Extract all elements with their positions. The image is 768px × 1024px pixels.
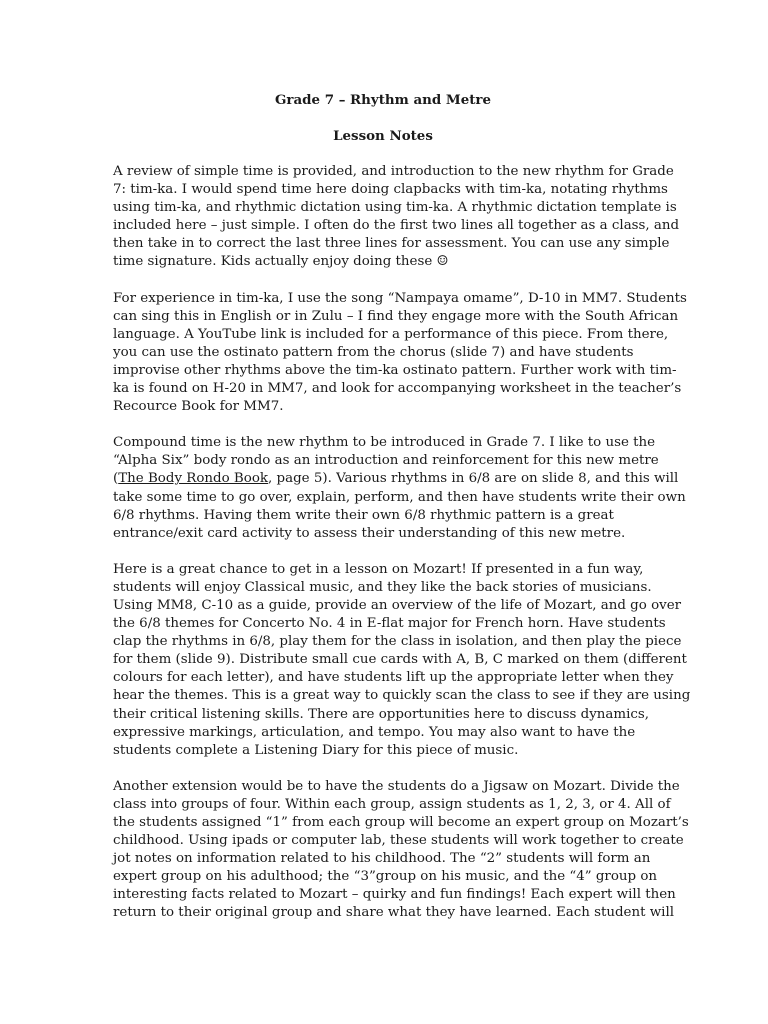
text-line: A review of simple time is provided, and introduction to the new rhythm for Grade [113, 164, 674, 179]
text-line: you can use the ostinato pattern from the chorus (slide 7) and have students [113, 344, 634, 360]
text-line-with-link [113, 470, 679, 488]
text-line: clap the rhythms in 6/8, play them for the class in isolation, and then play the piece [113, 634, 682, 650]
text-line: their critical listening skills. There are opportunities here to discuss dynamics, [113, 706, 650, 722]
text-line: Compound time is the new rhythm to be introduced in Grade 7. I like to use the [113, 435, 656, 451]
document-title: Grade 7 – Rhythm and Metre [275, 92, 491, 108]
text-fragment: , page 5). Various rhythms in 6/8 are on slide 8, and this will [268, 471, 679, 487]
text-line: Here is a great chance to get in a lesson on Mozart! If presented in a fun way, [113, 561, 644, 577]
paragraph-mozart [113, 561, 691, 760]
text-line: students will enjoy Classical music, and they like the back stories of musicians. [113, 579, 652, 595]
text-line: jot notes on information related to his childhood. The “2” students will form an [113, 851, 651, 867]
text-line: childhood. Using ipads or computer lab, these students will work together to create [113, 833, 684, 849]
text-line: “Alpha Six” body rondo as an introduction and reinforcement for this new metre [113, 453, 659, 469]
text-line: Another extension would be to have the students do a Jigsaw on Mozart. Divide the [113, 778, 680, 794]
text-line: Recource Book for MM7. [113, 399, 284, 415]
document-page [113, 91, 691, 941]
text-line: colours for each letter), and have students lift up the appropriate letter when they [113, 670, 674, 686]
text-line: for them (slide 9). Distribute small cue cards with A, B, C marked on them (different [113, 652, 687, 668]
text-line: Using MM8, C-10 as a guide, provide an overview of the life of Mozart, and go over [113, 597, 682, 613]
text-line: using tim-ka, and rhythmic dictation using tim-ka. A rhythmic dictation template is [113, 200, 677, 216]
text-line: students complete a Listening Diary for this piece of music. [113, 742, 519, 758]
text-line: time signature. Kids actually enjoy doing these ☺ [113, 254, 449, 270]
text-line: For experience in tim-ka, I use the song “Nampaya omame”, D-10 in MM7. Students [113, 290, 687, 306]
text-line: hear the themes. This is a great way to quickly scan the class to see if they are using [113, 688, 691, 704]
paragraph-jigsaw [113, 778, 689, 923]
paragraph-tim-ka [113, 290, 687, 417]
text-line: the students assigned “1” from each group will become an expert group on Mozart’s [113, 815, 689, 830]
text-line: entrance/exit card activity to assess their understanding of this new metre. [113, 525, 626, 541]
text-line: return to their original group and share what they have learned. Each student will [113, 905, 675, 921]
text-fragment: ( [113, 471, 119, 487]
text-line: included here – just simple. I often do the first two lines all together as a class, and [113, 218, 680, 234]
text-line: expressive markings, articulation, and tempo. You may also want to have the [113, 724, 636, 740]
text-line: ka is found on H-20 in MM7, and look for accompanying worksheet in the teacher’s [113, 381, 682, 397]
text-line: language. A YouTube link is included for a performance of this piece. From there, [113, 326, 669, 342]
text-line: can sing this in English or in Zulu – I find they engage more with the South African [113, 308, 679, 324]
document-subtitle: Lesson Notes [333, 128, 433, 144]
text-line: the 6/8 themes for Concerto No. 4 in E-flat major for French horn. Have students [113, 616, 666, 632]
body-rondo-book-link[interactable]: The Body Rondo Book [118, 471, 269, 487]
text-line: expert group on his adulthood; the “3”group on his music, and the “4” group on [113, 869, 658, 885]
text-line: interesting facts related to Mozart – quirky and fun findings! Each expert will then [113, 887, 676, 903]
text-line: class into groups of four. Within each group, assign students as 1, 2, 3, or 4. All of [113, 796, 671, 812]
paragraph-compound-time [113, 434, 686, 543]
text-line: improvise other rhythms above the tim-ka ostinato pattern. Further work with tim- [113, 362, 677, 378]
text-line: then take in to correct the last three lines for assessment. You can use any simple [113, 236, 670, 252]
text-line: 7: tim-ka. I would spend time here doing clapbacks with tim-ka, notating rhythms [113, 182, 668, 198]
paragraph-simple-time [113, 163, 680, 272]
text-line: take some time to go over, explain, perform, and then have students write their own [113, 489, 686, 505]
text-line: 6/8 rhythms. Having them write their own 6/8 rhythmic pattern is a great [113, 507, 614, 523]
